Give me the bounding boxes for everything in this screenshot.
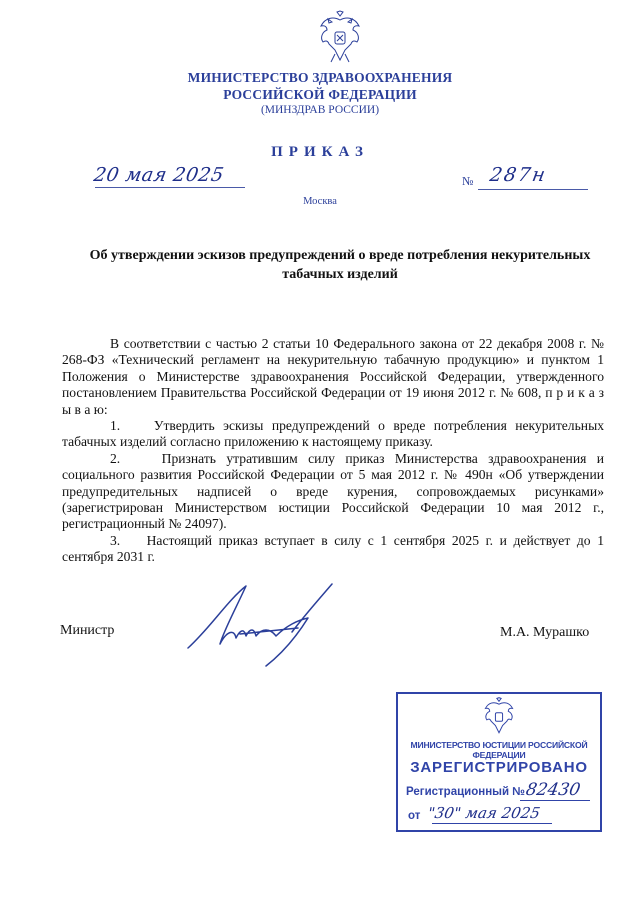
date-underline xyxy=(95,187,245,188)
signatory-name: М.А. Мурашко xyxy=(500,625,590,640)
stamp-status: ЗАРЕГИСТРИРОВАНО xyxy=(410,759,588,776)
stamp-from-label: от xyxy=(408,810,421,822)
stamp-reg-number: 82430 xyxy=(524,780,582,800)
order-city: Москва xyxy=(303,196,337,207)
stamp-reg-label: Регистрационный № xyxy=(406,786,526,798)
order-body xyxy=(62,336,604,566)
double-headed-eagle-icon xyxy=(315,10,365,66)
registration-stamp xyxy=(396,692,602,832)
preamble-paragraph: В соответствии с частью 2 статьи 10 Федерального закона от 22 декабря 2008 г. № 268-ФЗ «Технический регламент на некурительную табачную продукцию» и пунктом 1 Положения о Министерстве здравоохранения Российской Федерации, утвержденного постановлением Правительства Российской Федерации от 19 июня 2012 г. № 608, п р и к а з ы в а ю: xyxy=(62,336,604,417)
number-underline xyxy=(478,189,588,190)
order-date: 20 мая 2025 xyxy=(92,164,226,186)
stamp-number-underline xyxy=(520,800,590,801)
order-title: ПРИКАЗ xyxy=(271,144,369,160)
double-headed-eagle-icon xyxy=(480,697,518,737)
heading-line1: Об утверждении эскизов предупреждений о вреде потребления некурительных xyxy=(89,248,591,263)
ministry-name-line1: МИНИСТЕРСТВО ЗДРАВООХРАНЕНИЯ xyxy=(187,70,453,85)
handwritten-signature xyxy=(180,578,340,668)
number-sign: № xyxy=(462,174,474,188)
stamp-date-underline xyxy=(432,823,552,824)
heading-line2: табачных изделий xyxy=(282,267,398,282)
signatory-position: Министр xyxy=(60,623,115,638)
order-item-2: 2. Признать утратившим силу приказ Министерства здравоохранения и социального развития Российской Федерации от 5 мая 2012 г. № 490н «Об утверждении предупредительных надписей о вреде курения, сопровождаемых рисунками» (зарегистрирован Министерством юстиции Российской Федерации 10 мая 2012 г., регистрационный № 24097). xyxy=(62,450,604,532)
order-number: 287н xyxy=(488,164,549,186)
ministry-name-line2: РОССИЙСКОЙ ФЕДЕРАЦИИ xyxy=(223,87,417,102)
order-item-3: 3. Настоящий приказ вступает в силу с 1 сентября 2025 г. и действует до 1 сентября 2031 г. xyxy=(62,532,604,565)
stamp-date: "30" мая 2025 xyxy=(426,804,542,822)
stamp-organization: МИНИСТЕРСТВО ЮСТИЦИИ РОССИЙСКОЙ ФЕДЕРАЦИИ xyxy=(410,740,588,760)
order-item-1: 1. Утвердить эскизы предупреждений о вреде потребления некурительных табачных изделий согласно приложению к настоящему приказу. xyxy=(62,418,604,450)
ministry-short-name: (МИНЗДРАВ РОССИИ) xyxy=(260,104,380,116)
order-heading xyxy=(60,246,620,284)
